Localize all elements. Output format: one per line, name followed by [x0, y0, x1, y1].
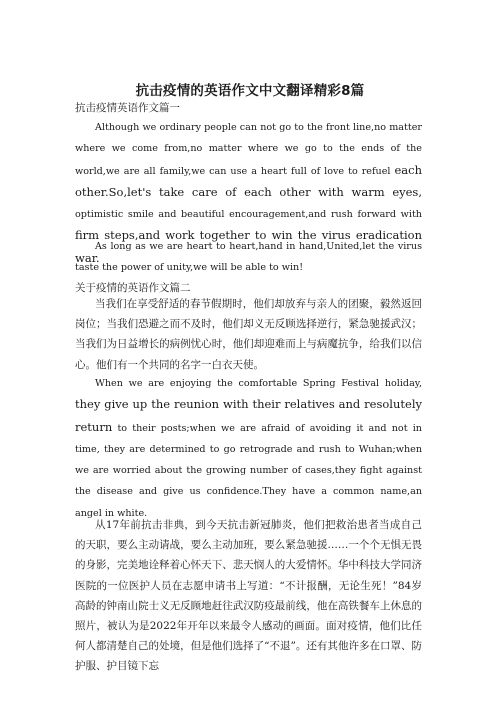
section1-text-part4: firm steps,and work together to win the virus eradication war.	[75, 228, 422, 265]
section2-text-part1: When we are enjoying the comfortable Spring Festival holiday,	[95, 378, 422, 389]
section2-heading: 关于疫情的英语作文篇二	[75, 282, 191, 294]
section2-text-part2: they give up the reunion with their relatives and resolutely return	[75, 397, 422, 434]
document-title: 抗击疫情的英语作文中文翻译精彩8篇	[135, 83, 365, 99]
section1-text-part2: each other.So,let's take care of each other with warm eyes,	[75, 162, 422, 199]
section3-chinese-paragraph: 从17年前抗击非典，到今天抗击新冠肺炎，他们把救治患者当成自己的天职，要么主动请战，要么主动加班，要么紧急驰援……一个个无惧无畏的身影，完美地诠释着心怀天下、悲天悯人的大爱情怀。华中科技大学同济医院的一位医护人员在志愿申请书上写道：“不计报酬，无论生死！”84岁高龄的钟南山院士义无反顾地赶往武汉防疫最前线，他在高铁餐车上休息的照片，被认为是2022年开年以来最令人感动的画面。面对疫情，他们比任何人都清楚自己的处境，但是他们选择了“不退”。还有其他许多在口罩、防护服、护目镜下忘	[75, 519, 422, 673]
section2-english-paragraph	[75, 373, 422, 524]
section1-paragraph2: As long as we are heart to heart,hand in hand,United,let the virus taste the power of unity,we will be able to win!	[75, 241, 422, 274]
section1-text-part1: Although we ordinary people can not go to the front line,no matter where we come from,no matter where we go to the ends of the world,we are all family,we can use a heart full of love to refuel	[75, 122, 422, 177]
section1-text-part3: optimistic smile and beautiful encouragement,and rush forward with	[75, 209, 422, 221]
section2-chinese-paragraph: 当我们在享受舒适的春节假期时，他们却放弃与亲人的团聚，毅然返回岗位；当我们恐避之而不及时，他们却义无反顾选择逆行，紧急驰援武汉；当我们为日益增长的病例忧心时，他们却迎难而上与病魔抗争，给我们以信心。他们有一个共同的名字一白衣天使。	[75, 298, 422, 371]
section2-text-part3: to their posts;when we are afraid of avoiding it and not in time, they are determined to go retrograde and rush to Wuhan;when we are worried about the growing number of cases,they fight against the disease and give us confidence.They have a common name,an angel in white.	[75, 422, 422, 519]
section1-heading: 抗击疫情英语作文篇一	[75, 102, 180, 114]
